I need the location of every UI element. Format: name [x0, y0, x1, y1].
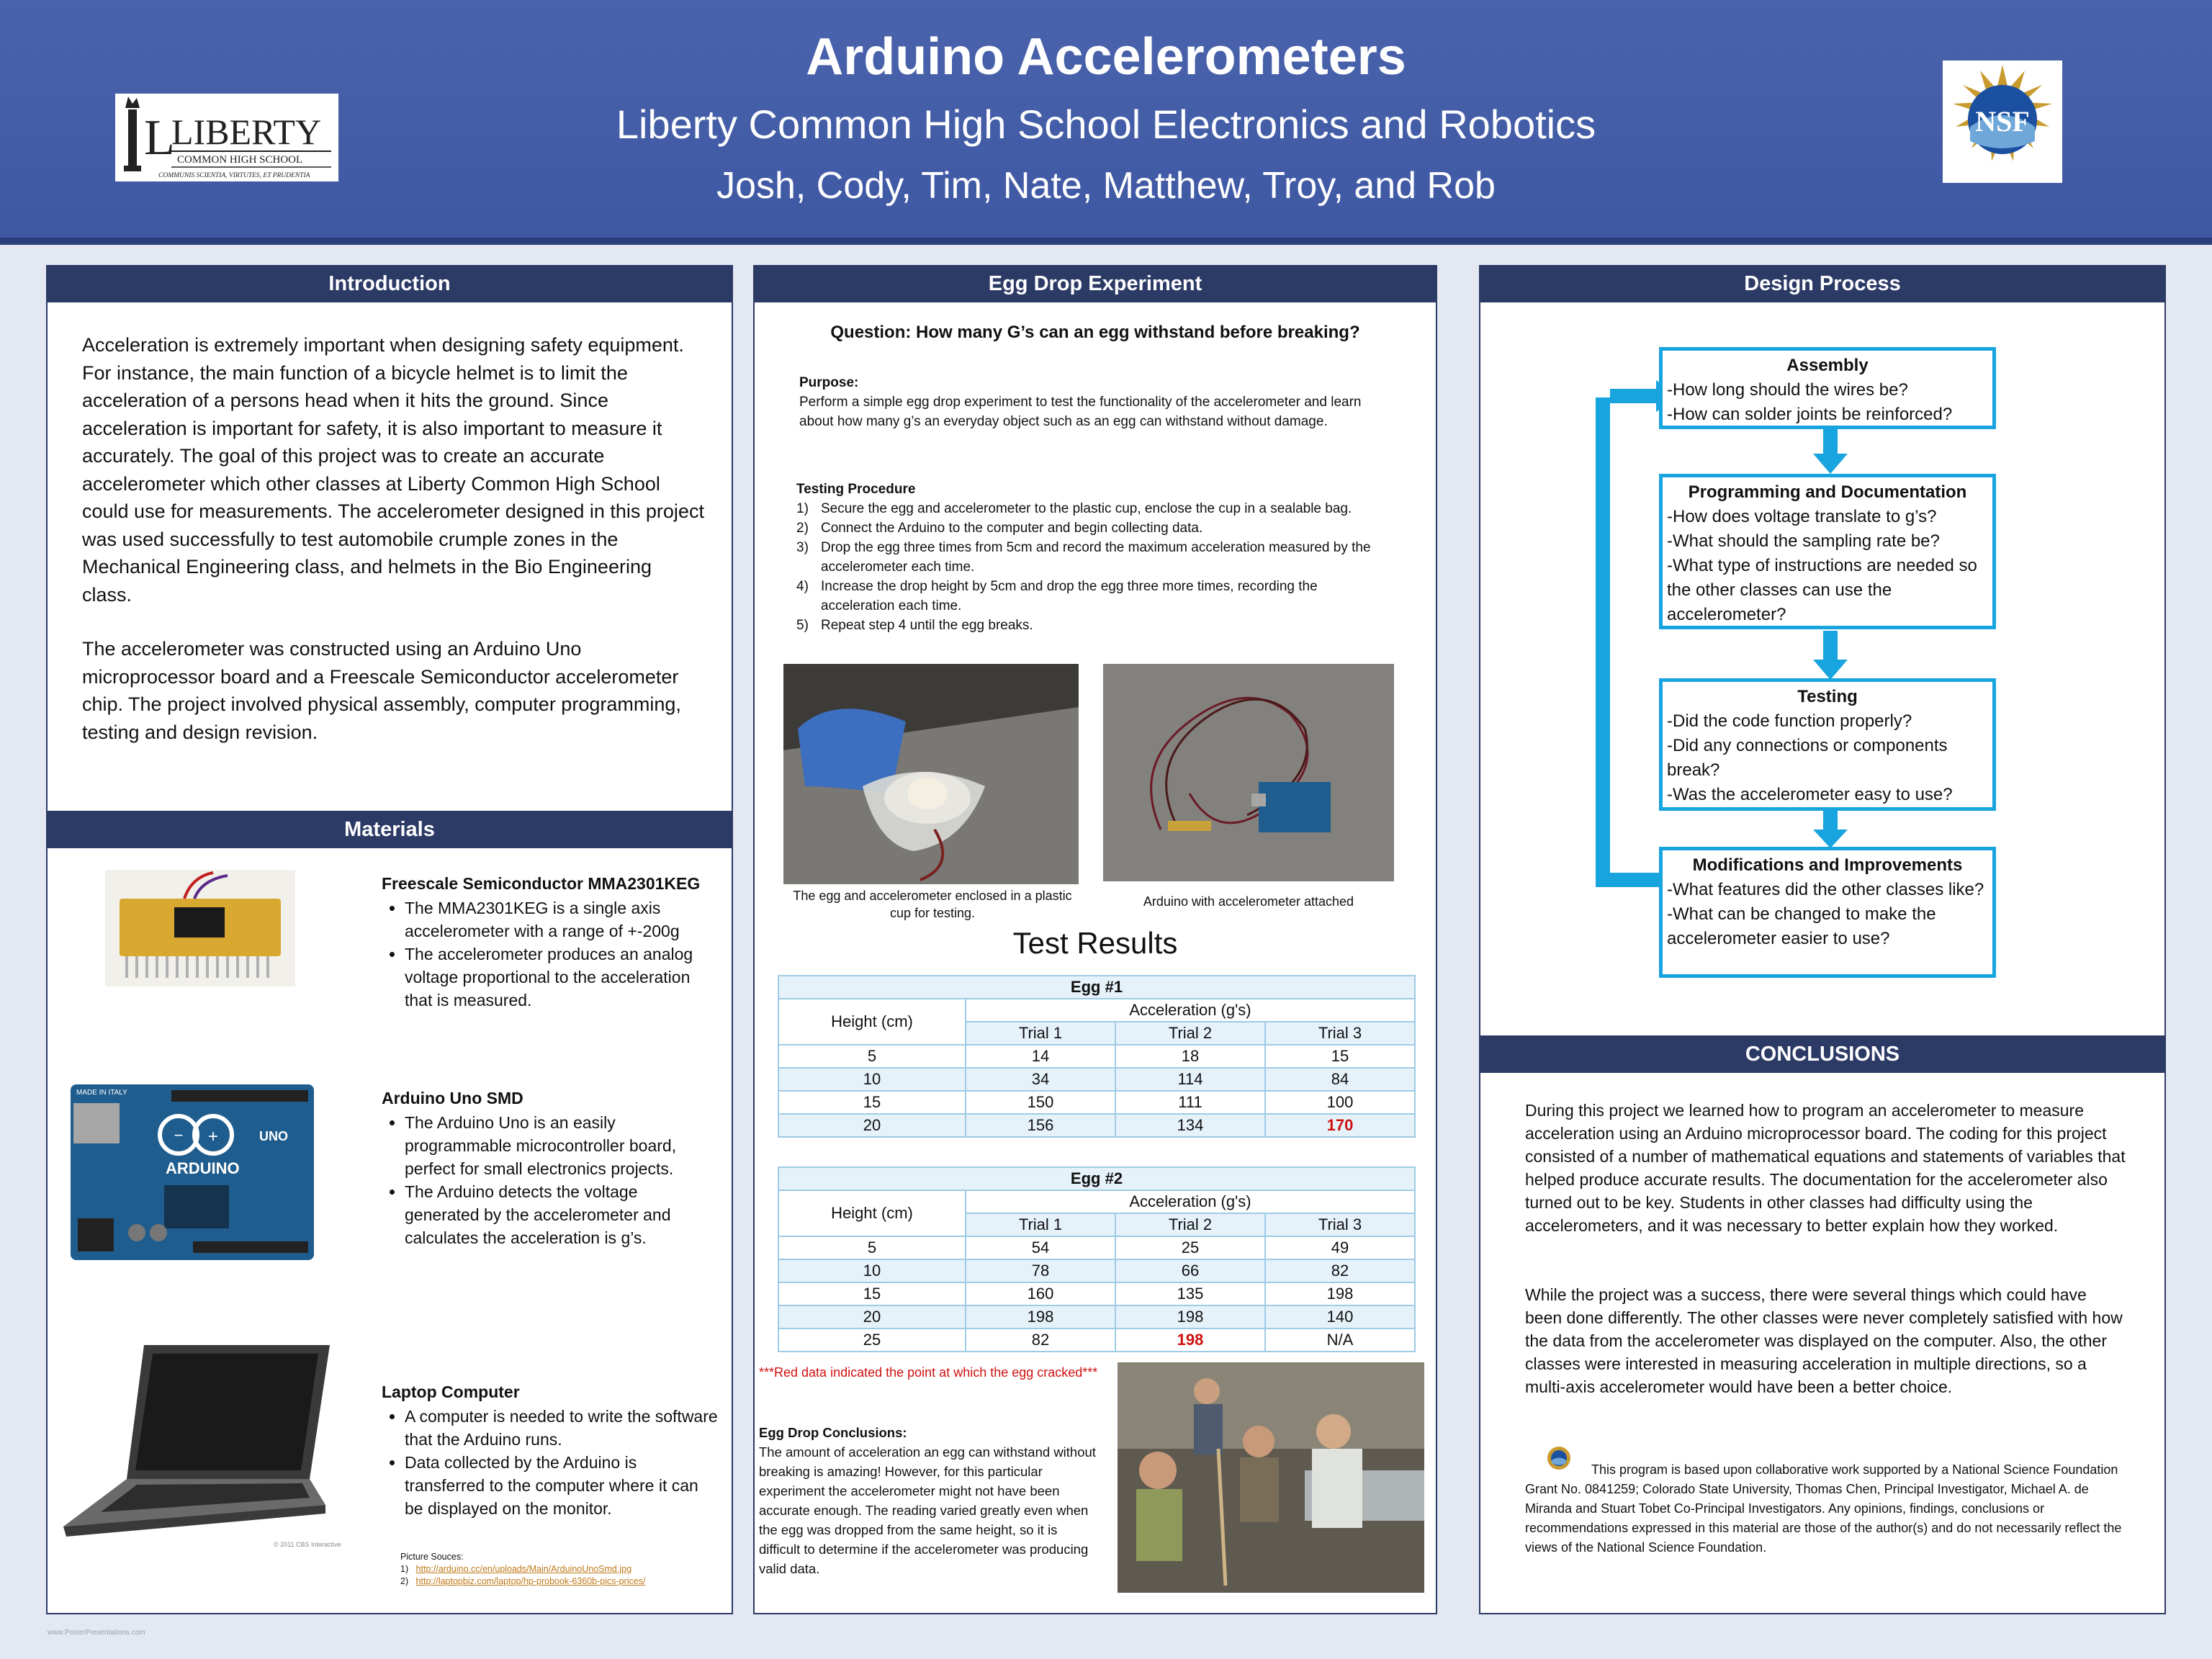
design-step-modifications-title: Modifications and Improvements [1692, 855, 1963, 875]
egg-2-height-header: Height (cm) [778, 1190, 966, 1236]
egg-2-table-title: Egg #2 [778, 1167, 1415, 1190]
purpose-text: Perform a simple egg drop experiment to test the functionality of the accelerometer and learn about how many g’s an everyday object such as an egg can withstand without damage. [799, 395, 1362, 429]
footer-credit: www.PosterPresentations.com [48, 1629, 145, 1637]
design-step-line: -Was the accelerometer easy to use? [1667, 785, 1953, 804]
picture-sources-label: Picture Souces: [400, 1552, 464, 1562]
poster-subtitle: Liberty Common High School Electronics and Robotics [616, 102, 1596, 147]
design-step-programming-title: Programming and Documentation [1688, 482, 1967, 502]
design-step-line: -How can solder joints be reinforced? [1667, 405, 1953, 424]
svg-text:MADE IN ITALY: MADE IN ITALY [76, 1089, 127, 1097]
design-step-line: -How long should the wires be? [1667, 380, 1908, 400]
table-row: 25 82 198 N/A [778, 1328, 1415, 1352]
materials-heading: Materials [46, 811, 733, 848]
material-arduino-bullet-2: • The Arduino detects the voltage generated by the accelerometer and calculates the acceleration is g’s. [405, 1180, 713, 1249]
table-row: 5 14 18 15 [778, 1045, 1415, 1068]
material-accelerometer-bullet-2: • The accelerometer produces an analog voltage proportional to the acceleration that is measured. [405, 943, 713, 1012]
svg-text:COMMUNIS SCIENTIA, VIRTUTES, E: COMMUNIS SCIENTIA, VIRTUTES, ET PRUDENTIA [158, 172, 310, 179]
nsf-logo [1943, 60, 2062, 183]
accelerometer-chip-photo [105, 870, 295, 986]
egg-drop-conclusions-label: Egg Drop Conclusions: [759, 1425, 907, 1440]
design-step-line: -How does voltage translate to g’s? [1667, 507, 1937, 526]
nsf-acknowledgement: This program is based upon collaborative work supported by a National Science Foundation Grant No. 0841259; Colorado State University, Thomas Chen, Principal Investigator, Michael A. de Miranda and Stuart Tobet Co-Principal Investigators. Any opinions, findings, conclusions or recommendations expressed in this material are those of the author(s) and do not necessarily reflect the views of the National Science Foundation. [1525, 1462, 2122, 1555]
introduction-paragraph-2: The accelerometer was constructed using an Arduino Uno microprocessor board and a Freescale Semiconductor accelerometer chip. The project involved physical assembly, computer programming, testing and design revision. [82, 638, 681, 743]
egg-drop-conclusions [759, 1423, 1102, 1578]
design-step-line: -Did the code function properly? [1667, 711, 1912, 731]
procedure-step: 1) Secure the egg and accelerometer to the plastic cup, enclose the cup in a sealable bag. [796, 501, 1352, 516]
conclusions-heading: CONCLUSIONS [1479, 1035, 2166, 1073]
material-arduino-bullet-1: • The Arduino Uno is an easily programmable microcontroller board, perfect for small electronics projects. [405, 1111, 713, 1180]
purpose-label: Purpose: [799, 375, 859, 390]
material-arduino-title: Arduino Uno SMD [382, 1089, 523, 1107]
design-step-assembly [1659, 347, 1996, 429]
procedure-step: 2) Connect the Arduino to the computer and begin collecting data. [796, 521, 1203, 536]
testing-procedure-label: Testing Procedure [796, 482, 916, 497]
design-step-line: -What type of instructions are needed so the other classes can use the accelerometer? [1667, 556, 1977, 624]
svg-text:COMMON HIGH SCHOOL: COMMON HIGH SCHOOL [177, 154, 303, 166]
table-row: 20 198 198 140 [778, 1305, 1415, 1328]
arduino-accelerometer-caption: Arduino with accelerometer attached [1143, 894, 1354, 909]
conclusions-paragraph-2: While the project was a success, there were several things which could have been done differently. The other classes were never completely satisfied with how the data from the accelerometer was displayed on the computer. Also, the other classes were interested in measuring acceleration in multiple directions, so a multi-axis accelerometer would have been a better choice. [1525, 1285, 2123, 1396]
material-laptop-bullet-2: • Data collected by the Arduino is transferred to the computer where it can be displayed on the monitor. [405, 1451, 720, 1520]
introduction-paragraph-1: Acceleration is extremely important when designing safety equipment. For instance, the main function of a bicycle helmet is to limit the acceleration of a persons head when it hits the ground. Since acceleration is important for safety, it is also important to measure it accurately. The goal of this project was to create an accurate accelerometer which other classes at Liberty Common High School could use for measurements. The accelerometer designed in this project was used successfully to test automobile crumple zones in the Mechanical Engineering class, and helmets in the Bio Engineering class. [82, 334, 704, 606]
design-step-programming [1659, 474, 1996, 629]
poster-title: Arduino Accelerometers [806, 28, 1406, 86]
design-step-testing-title: Testing [1797, 687, 1858, 706]
egg-1-table-title: Egg #1 [778, 976, 1415, 999]
arduino-accelerometer-photo [1103, 664, 1394, 881]
poster-authors: Josh, Cody, Tim, Nate, Matthew, Troy, and Rob [716, 165, 1496, 207]
egg-cup-caption: The egg and accelerometer enclosed in a plastic cup for testing. [793, 889, 1072, 920]
design-step-testing [1659, 678, 1996, 811]
egg-1-accel-header: Acceleration (g's) [966, 999, 1415, 1022]
red-data-note: ***Red data indicated the point at which the egg cracked*** [759, 1365, 1098, 1380]
egg-2-trial-3-header: Trial 3 [1265, 1213, 1415, 1236]
egg-1-trial-3-header: Trial 3 [1265, 1022, 1415, 1045]
picture-source-link-2[interactable]: http://laptopbiz.com/laptop/hp-probook-6360b-pics-prices/ [415, 1576, 646, 1586]
design-step-line: -Did any connections or components break? [1667, 736, 1948, 780]
svg-text:−: − [174, 1126, 184, 1144]
egg-1-crack-value: 170 [1265, 1114, 1415, 1137]
conclusions-paragraph-1: During this project we learned how to program an accelerometer to measure acceleration using an Arduino microprocessor board. The coding for this project consisted of a number of mathematical equations and statements of variables that helped produce accurate results. The documentation for the accelerometer also turned out to be key. Students in other classes had difficulty using the accelerometers, and it was necessary to better explain how they worked. [1525, 1101, 2126, 1235]
design-step-modifications [1659, 847, 1996, 978]
testing-procedure [796, 480, 1378, 635]
table-row: 10 78 66 82 [778, 1259, 1415, 1282]
egg-2-trial-2-header: Trial 2 [1115, 1213, 1265, 1236]
design-process-heading: Design Process [1479, 265, 2166, 302]
svg-text:+: + [207, 1127, 219, 1146]
table-row: 20 156 134 170 [778, 1114, 1415, 1137]
egg-1-trial-2-header: Trial 2 [1115, 1022, 1265, 1045]
egg-drop-conclusions-text: The amount of acceleration an egg can withstand without breaking is amazing! However, for this particular experiment the accelerometer might not have been accurate enough. The reading varied greatly even when the egg was dropped from the same height, so it is difficult to determine if the accelerometer was producing valid data. [759, 1444, 1096, 1576]
design-step-assembly-title: Assembly [1786, 356, 1869, 375]
egg-2-trial-1-header: Trial 1 [966, 1213, 1115, 1236]
svg-text:© 2011 CBS Interactive: © 2011 CBS Interactive [274, 1541, 341, 1548]
svg-text:L: L [144, 110, 175, 166]
procedure-step: 3) Drop the egg three times from 5cm and record the maximum acceleration measured by the accelerometer each time. [796, 540, 1371, 575]
egg-drop-heading: Egg Drop Experiment [753, 265, 1437, 302]
svg-text:NSF: NSF [1975, 105, 2030, 138]
material-accelerometer-bullet-1: • The MMA2301KEG is a single axis accelerometer with a range of +-200g [405, 896, 713, 943]
egg-drop-question: Question: How many G’s can an egg withstand before breaking? [830, 323, 1360, 342]
egg-1-trial-1-header: Trial 1 [966, 1022, 1115, 1045]
egg-2-accel-header: Acceleration (g's) [966, 1190, 1415, 1213]
material-accelerometer-title: Freescale Semiconductor MMA2301KEG [382, 874, 701, 893]
egg-cup-photo [783, 664, 1079, 884]
introduction-heading: Introduction [46, 265, 733, 302]
egg-2-crack-value: 198 [1115, 1328, 1265, 1352]
table-row: 5 54 25 49 [778, 1236, 1415, 1259]
liberty-logo [115, 94, 338, 181]
table-row: 10 34 114 84 [778, 1068, 1415, 1091]
table-row: 15 160 135 198 [778, 1282, 1415, 1305]
procedure-step: 5) Repeat step 4 until the egg breaks. [796, 618, 1033, 633]
laptop-photo [58, 1338, 341, 1550]
svg-text:LIBERTY: LIBERTY [171, 112, 322, 152]
material-laptop-title: Laptop Computer [382, 1382, 520, 1401]
picture-source-link-1[interactable]: http://arduino.cc/en/uploads/Main/ArduinoUnoSmd.jpg [415, 1564, 632, 1574]
material-accelerometer [382, 874, 713, 1012]
egg-1-results-table [778, 975, 1416, 1138]
picture-sources: Picture Souces: 1) http://arduino.cc/en/uploads/Main/ArduinoUnoSmd.jpg 2) http://laptopbiz.com/laptop/hp-probook-6360b-pics-prices/ [400, 1551, 717, 1588]
arduino-board-photo [71, 1084, 314, 1260]
egg-1-height-header: Height (cm) [778, 999, 966, 1045]
svg-text:ARDUINO: ARDUINO [166, 1159, 240, 1177]
svg-text:UNO: UNO [259, 1129, 288, 1143]
egg-2-results-table [778, 1166, 1416, 1352]
design-step-line: -What features did the other classes like? [1667, 880, 1984, 899]
procedure-step: 4) Increase the drop height by 5cm and drop the egg three more times, recording the acceleration each time. [796, 579, 1318, 613]
material-laptop-bullet-1: • A computer is needed to write the software that the Arduino runs. [405, 1405, 720, 1451]
students-testing-photo [1118, 1362, 1424, 1593]
material-arduino [382, 1089, 713, 1249]
egg-drop-purpose [799, 373, 1390, 431]
test-results-title: Test Results [1012, 926, 1178, 960]
table-row: 15 150 111 100 [778, 1091, 1415, 1114]
design-step-line: -What should the sampling rate be? [1667, 531, 1940, 551]
design-step-line: -What can be changed to make the accelerometer easier to use? [1667, 904, 1936, 948]
material-laptop [382, 1382, 720, 1520]
